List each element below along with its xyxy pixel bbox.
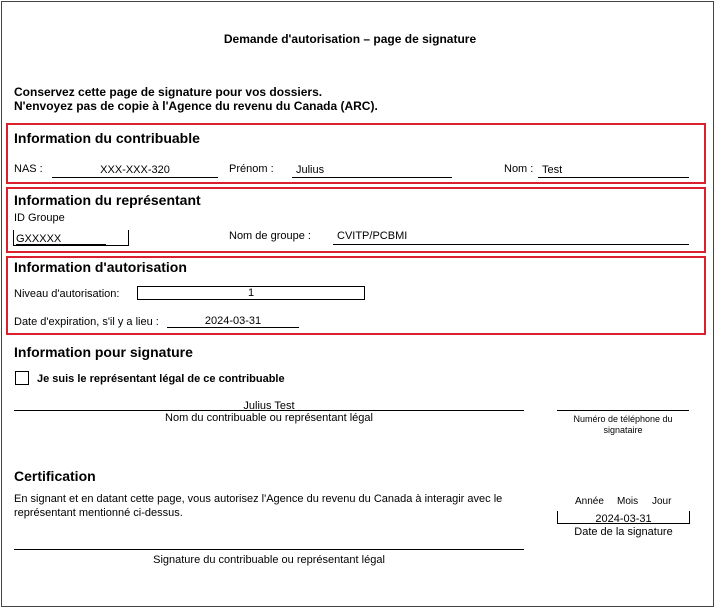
notice-line-2: N'envoyez pas de copie à l'Agence du revenu du Canada (ARC). [14,99,378,113]
certification-heading: Certification [14,468,96,484]
certification-text-line-2: représentant mentionné ci-dessus. [14,507,183,519]
group-id-label: ID Groupe [14,212,65,224]
taxpayer-heading: Information du contribuable [14,130,200,146]
date-header-year: Année [575,496,604,507]
level-label: Niveau d'autorisation: [14,288,120,300]
group-name-label: Nom de groupe : [229,230,311,242]
group-name-field-line [333,244,689,245]
sin-value[interactable]: XXX-XXX-320 [100,164,170,176]
phone-caption-line-1: Numéro de téléphone du [573,414,673,424]
group-name-value[interactable]: CVITP/PCBMI [337,230,408,242]
phone-field-line[interactable] [557,410,689,411]
signature-date-value: 2024-03-31 [595,513,652,525]
last-name-label: Nom : [504,163,534,175]
last-name-value[interactable]: Test [542,164,563,176]
group-id-underline [16,244,106,245]
signature-info-heading: Information pour signature [14,344,193,360]
notice-line-1: Conservez cette page de signature pour vos dossiers. [14,85,323,99]
last-name-field-line [538,177,689,178]
level-field[interactable]: 1 [137,286,365,300]
date-header-month: Mois [617,496,639,507]
signature-caption: Signature du contribuable ou représentant légal [153,554,385,566]
signer-name-value[interactable]: Julius Test [243,400,295,412]
legal-representative-label: Je suis le représentant légal de ce contribuable [37,373,285,385]
sin-field-line [52,177,218,178]
legal-representative-checkbox[interactable] [15,371,29,385]
certification-text-line-1: En signant et en datant cette page, vous autorisez l'Agence du revenu du Canada à interagir avec le [14,493,503,505]
first-name-value[interactable]: Julius [296,164,325,176]
group-id-value: GXXXXX [16,233,62,245]
page-title: Demande d'autorisation – page de signature [223,32,477,46]
expiry-field-line [167,327,299,328]
signature-date-caption: Date de la signature [574,526,673,538]
date-header-day: Jour [652,496,672,507]
signer-name-line [14,410,524,411]
representative-heading: Information du représentant [14,192,201,208]
sin-label: NAS : [14,163,43,175]
phone-caption [557,414,689,436]
first-name-field-line [292,177,452,178]
first-name-label: Prénom : [229,163,274,175]
expiry-value[interactable]: 2024-03-31 [204,315,262,327]
signer-name-caption: Nom du contribuable ou représentant légal [165,412,373,424]
phone-caption-line-2: signataire [603,425,643,435]
expiry-label: Date d'expiration, s'il y a lieu : [14,316,159,328]
signature-line[interactable] [14,549,524,550]
authorization-heading: Information d'autorisation [14,259,187,275]
